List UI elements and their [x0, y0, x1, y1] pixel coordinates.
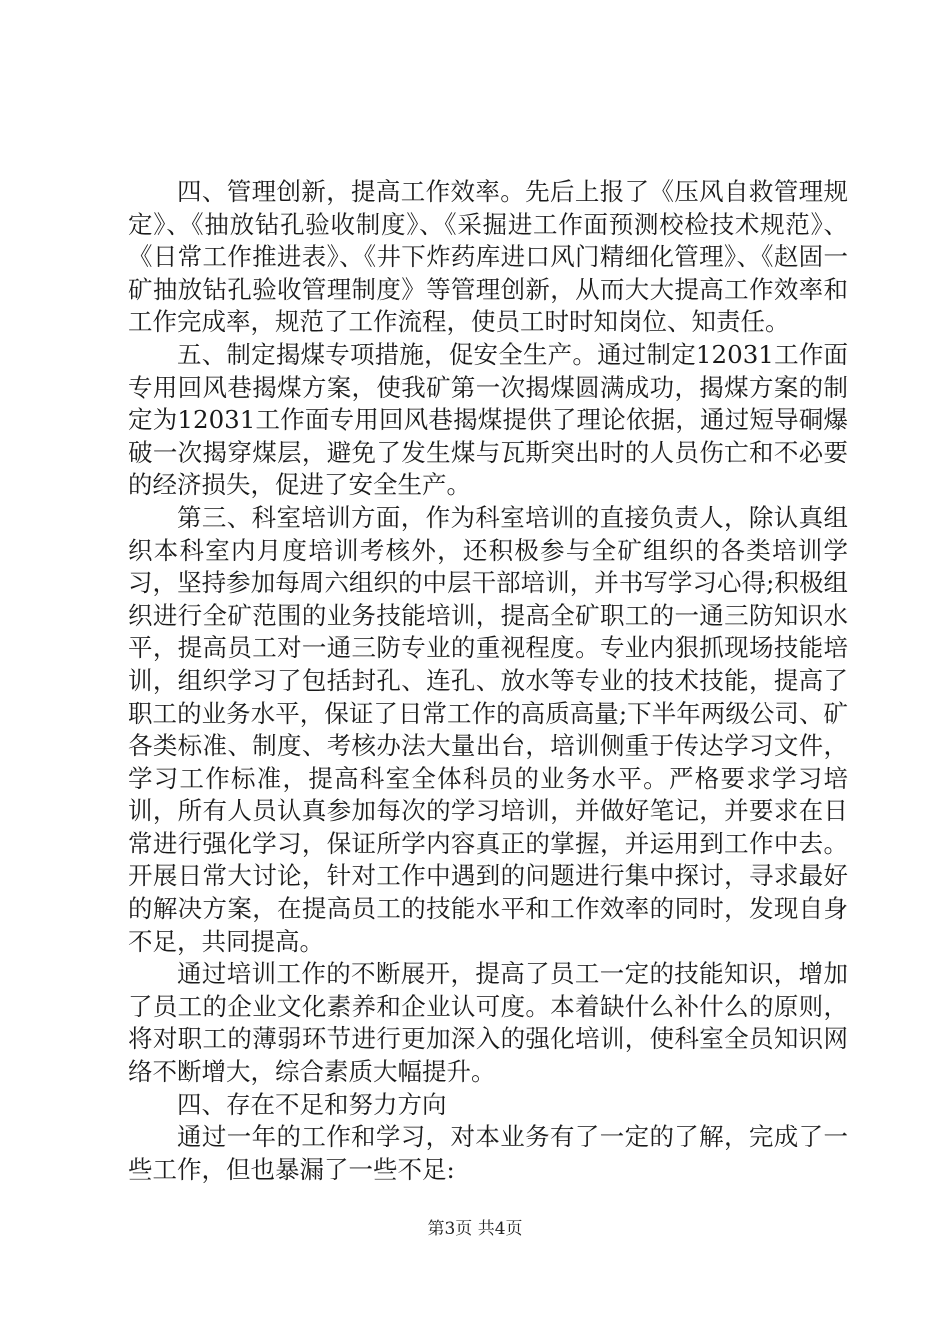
paragraph-training: 第三、科室培训方面，作为科室培训的直接负责人，除认真组织本科室内月度培训考核外，还积极参与全矿组织的各类培训学习，坚持参加每周六组织的中层干部培训，并书写学习心得;积极组织进行全矿范围的业务技能培训，提高全矿职工的一通三防知识水平，提高员工对一通三防专业的重视程度。专业内狠抓现场技能培训，组织学习了包括封孔、连孔、放水等专业的技术技能，提高了职工的业务水平，保证了日常工作的高质高量;下半年两级公司、矿各类标准、制度、考核办法大量出台，培训侧重于传达学习文件，学习工作标准，提高科室全体科员的业务水平。严格要求学习培训，所有人员认真参加每次的学习培训，并做好笔记，并要求在日常进行强化学习，保证所学内容真正的掌握，并运用到工作中去。开展日常大讨论，针对工作中遇到的问题进行集中探讨，寻求最好的解决方案，在提高员工的技能水平和工作效率的同时，发现自身不足，共同提高。 — [128, 502, 848, 956]
section-heading-shortcomings: 四、存在不足和努力方向 — [177, 1089, 447, 1119]
document-body — [128, 176, 848, 1186]
paragraph-coal-uncovering-measures: 五、制定揭煤专项措施，促安全生产。通过制定12031工作面专用回风巷揭煤方案，使我矿第一次揭煤圆满成功，揭煤方案的制定为12031工作面专用回风巷揭煤提供了理论依据，通过短导硐爆破一次揭穿煤层，避免了发生煤与瓦斯突出时的人员伤亡和不必要的经济损失，促进了安全生产。 — [128, 339, 848, 500]
paragraph-training-results: 通过培训工作的不断展开，提高了员工一定的技能知识，增加了员工的企业文化素养和企业认可度。本着缺什么补什么的原则，将对职工的薄弱环节进行更加深入的强化培训，使科室全员知识网络不断增大，综合素质大幅提升。 — [128, 959, 848, 1087]
page-footer: 第3页 共4页 — [427, 1219, 523, 1239]
paragraph-management-innovation: 四、管理创新，提高工作效率。先后上报了《压风自救管理规定》、《抽放钻孔验收制度》、《采掘进工作面预测校检技术规范》、《日常工作推进表》、《井下炸药库进口风门精细化管理》、《赵固一矿抽放钻孔验收管理制度》等管理创新，从而大大提高工作效率和工作完成率，规范了工作流程，使员工时时知岗位、知责任。 — [128, 177, 848, 337]
paragraph-shortcomings-intro: 通过一年的工作和学习，对本业务有了一定的了解，完成了一些工作，但也暴漏了一些不足: — [128, 1122, 848, 1184]
